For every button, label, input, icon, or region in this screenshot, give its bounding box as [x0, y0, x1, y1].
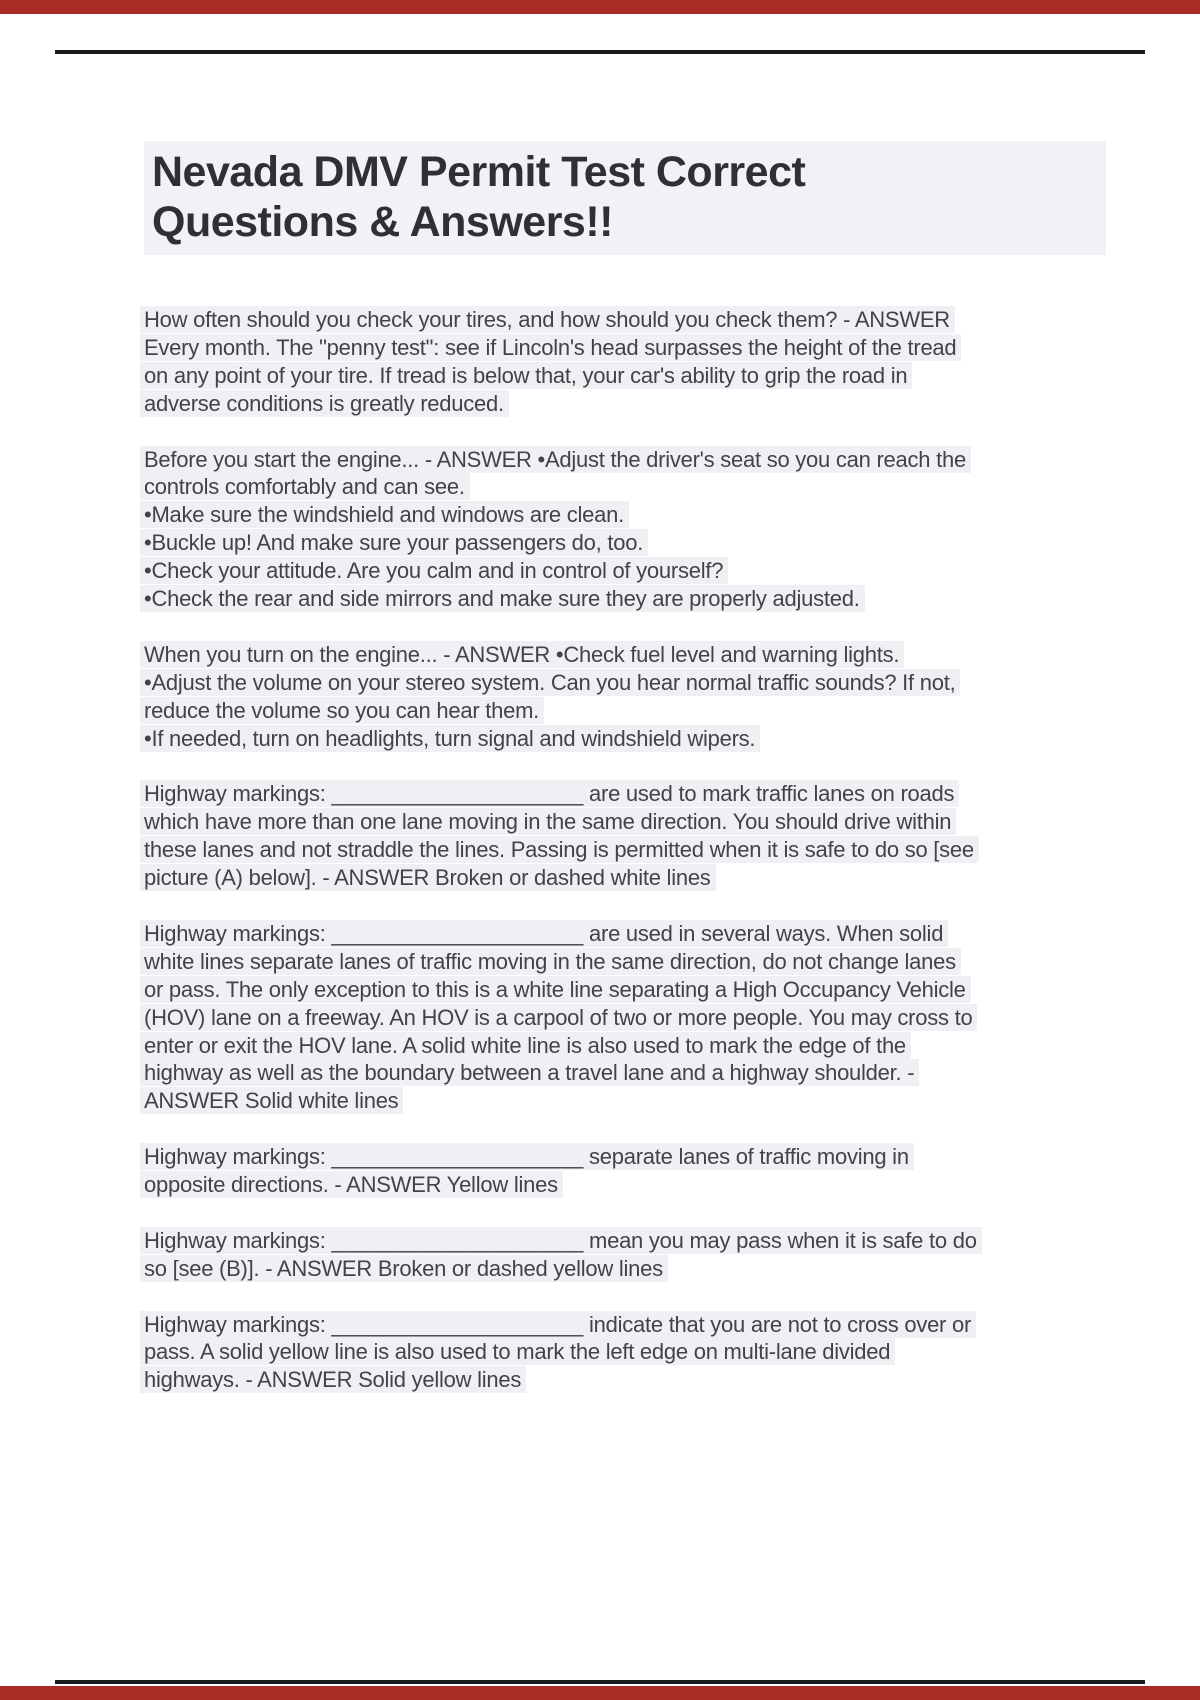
highlighted-text: ANSWER Solid white lines	[140, 1087, 403, 1114]
text-line	[144, 306, 1104, 334]
highlighted-text: •If needed, turn on headlights, turn signal and windshield wipers.	[140, 725, 760, 752]
highlighted-text: •Adjust the volume on your stereo system. Can you hear normal traffic sounds? If not,	[140, 669, 960, 696]
qa-paragraph	[144, 1143, 1104, 1199]
text-line	[144, 1087, 1104, 1115]
text-line	[144, 641, 1104, 669]
text-line	[144, 697, 1104, 725]
top-horizontal-rule	[55, 50, 1145, 54]
highlighted-text: •Make sure the windshield and windows are clean.	[140, 501, 629, 528]
highlighted-text: When you turn on the engine... - ANSWER •Check fuel level and warning lights.	[140, 641, 904, 668]
text-line	[144, 1143, 1104, 1171]
highlighted-text: on any point of your tire. If tread is below that, your car's ability to grip the road in	[140, 362, 912, 389]
highlighted-text: adverse conditions is greatly reduced.	[140, 390, 509, 417]
highlighted-text: pass. A solid yellow line is also used to mark the left edge on multi-lane divided	[140, 1338, 895, 1365]
highlighted-text: which have more than one lane moving in the same direction. You should drive within	[140, 808, 956, 835]
text-line	[144, 446, 1104, 474]
text-line	[144, 1004, 1104, 1032]
text-line	[144, 864, 1104, 892]
highlighted-text: •Check the rear and side mirrors and make sure they are properly adjusted.	[140, 585, 865, 612]
qa-paragraph	[144, 306, 1104, 418]
text-line	[144, 1338, 1104, 1366]
highlighted-text: Every month. The "penny test": see if Lincoln's head surpasses the height of the tread	[140, 334, 961, 361]
highlighted-text: these lanes and not straddle the lines. Passing is permitted when it is safe to do so [see	[140, 836, 979, 863]
highlighted-text: •Buckle up! And make sure your passengers do, too.	[140, 529, 648, 556]
highlighted-text: highway as well as the boundary between a travel lane and a highway shoulder. -	[140, 1059, 919, 1086]
highlighted-text: white lines separate lanes of traffic moving in the same direction, do not change lanes	[140, 948, 961, 975]
highlighted-text: Highway markings: _____________________ separate lanes of traffic moving in	[140, 1143, 914, 1170]
highlighted-text: enter or exit the HOV lane. A solid white line is also used to mark the edge of the	[140, 1032, 911, 1059]
text-line	[144, 501, 1104, 529]
page-title-line-1: Nevada DMV Permit Test Correct	[152, 148, 806, 196]
text-line	[144, 948, 1104, 976]
highlighted-text: •Check your attitude. Are you calm and in control of yourself?	[140, 557, 728, 584]
document-title-block	[144, 141, 1106, 255]
highlighted-text: How often should you check your tires, and how should you check them? - ANSWER	[140, 306, 955, 333]
highlighted-text: opposite directions. - ANSWER Yellow lines	[140, 1171, 563, 1198]
text-line	[144, 529, 1104, 557]
text-line	[144, 808, 1104, 836]
text-line	[144, 557, 1104, 585]
qa-paragraph	[144, 1311, 1104, 1395]
text-line	[144, 725, 1104, 753]
document-body	[144, 306, 1104, 1422]
top-red-bar	[0, 0, 1200, 14]
highlighted-text: Highway markings: _____________________ are used in several ways. When solid	[140, 920, 948, 947]
page-title-line-2: Questions & Answers!!	[152, 198, 613, 246]
text-line	[144, 390, 1104, 418]
highlighted-text: reduce the volume so you can hear them.	[140, 697, 544, 724]
highlighted-text: or pass. The only exception to this is a white line separating a High Occupancy Vehicle	[140, 976, 971, 1003]
qa-paragraph	[144, 1227, 1104, 1283]
text-line	[144, 1032, 1104, 1060]
text-line	[144, 585, 1104, 613]
text-line	[144, 976, 1104, 1004]
text-line	[144, 1059, 1104, 1087]
text-line	[144, 334, 1104, 362]
highlighted-text: highways. - ANSWER Solid yellow lines	[140, 1366, 526, 1393]
bottom-red-bar	[0, 1686, 1200, 1700]
highlighted-text: Highway markings: _____________________ are used to mark traffic lanes on roads	[140, 780, 959, 807]
text-line	[144, 1171, 1104, 1199]
text-line	[144, 1366, 1104, 1394]
text-line	[144, 473, 1104, 501]
bottom-horizontal-rule	[55, 1680, 1145, 1684]
qa-paragraph	[144, 780, 1104, 892]
qa-paragraph	[144, 920, 1104, 1115]
highlighted-text: Highway markings: _____________________ indicate that you are not to cross over or	[140, 1311, 976, 1338]
text-line	[144, 836, 1104, 864]
highlighted-text: (HOV) lane on a freeway. An HOV is a carpool of two or more people. You may cross to	[140, 1004, 977, 1031]
text-line	[144, 669, 1104, 697]
highlighted-text: so [see (B)]. - ANSWER Broken or dashed yellow lines	[140, 1255, 668, 1282]
qa-paragraph	[144, 446, 1104, 613]
qa-paragraph	[144, 641, 1104, 753]
text-line	[144, 362, 1104, 390]
text-line	[144, 920, 1104, 948]
highlighted-text: picture (A) below]. - ANSWER Broken or dashed white lines	[140, 864, 716, 891]
text-line	[144, 1311, 1104, 1339]
highlighted-text: Before you start the engine... - ANSWER •Adjust the driver's seat so you can reach the	[140, 446, 971, 473]
text-line	[144, 780, 1104, 808]
highlighted-text: controls comfortably and can see.	[140, 473, 470, 500]
text-line	[144, 1227, 1104, 1255]
highlighted-text: Highway markings: _____________________ mean you may pass when it is safe to do	[140, 1227, 982, 1254]
text-line	[144, 1255, 1104, 1283]
